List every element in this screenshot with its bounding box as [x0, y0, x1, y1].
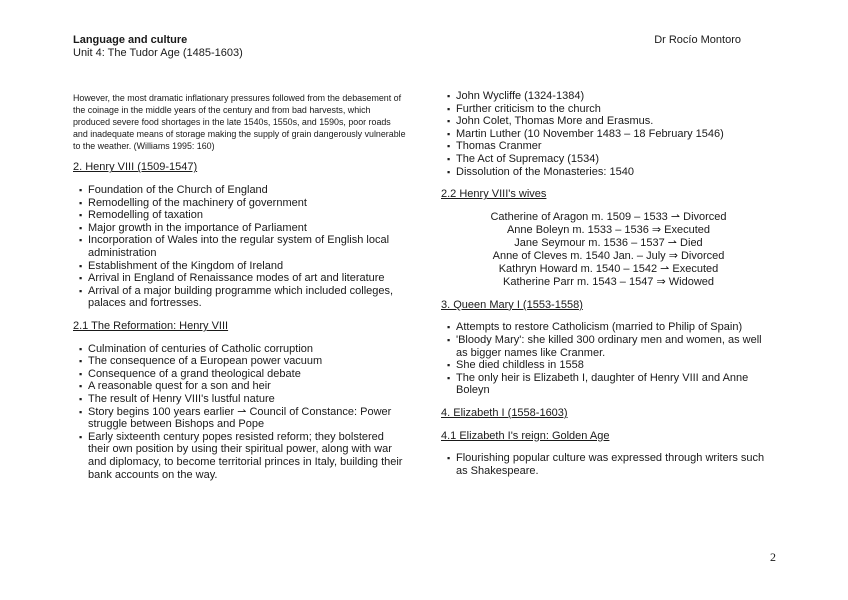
list-item: ▪ Arrival of a major building programme which included colleges, palaces and fortresses.	[73, 285, 408, 310]
list-item: ▪ The result of Henry VIII's lustful nature	[73, 393, 408, 406]
list-item: ▪ John Wycliffe (1324-1384)	[441, 90, 776, 103]
author-name: Dr Rocío Montoro	[654, 34, 741, 46]
wife-line: Catherine of Aragon m. 1509 – 1533 ⇀ Divorced	[490, 210, 727, 223]
list-item: ▪ Culmination of centuries of Catholic corruption	[73, 343, 408, 356]
reformation-continued-list	[441, 90, 776, 178]
reformation-heading: 2.1 The Reformation: Henry VIII	[73, 320, 229, 332]
list-item: ▪ John Colet, Thomas More and Erasmus.	[441, 115, 776, 128]
williams-quote: However, the most dramatic inflationary pressures followed from the debasement of the coinage in the middle years of the century and from bad harvests, which produced severe food shortages in the late 1540s, 1550s, and 1590s, poor roads and inadequate means of storage making the supply of grain dangerously vulnerable to the weather. (Williams 1995: 160)	[73, 93, 406, 152]
list-item: ▪ The Act of Supremacy (1534)	[441, 153, 776, 166]
wife-line: Anne of Cleves m. 1540 Jan. – July ⇒ Divorced	[492, 249, 725, 262]
wives-heading: 2.2 Henry VIII's wives	[441, 188, 547, 201]
list-item: ▪ Dissolution of the Monasteries: 1540	[441, 166, 776, 179]
henry-viii-list	[73, 184, 408, 310]
list-item: ▪ Story begins 100 years earlier ⇀ Council of Constance: Power struggle between Bishops and Pope	[73, 406, 408, 431]
wife-line: Jane Seymour m. 1536 – 1537 ⇀ Died	[514, 236, 703, 249]
page-number: 2	[770, 550, 776, 564]
list-item: ▪ She died childless in 1558	[441, 359, 776, 372]
list-item: ▪ Remodelling of the machinery of government	[73, 197, 408, 210]
list-item: ▪ Incorporation of Wales into the regular system of English local administration	[73, 234, 408, 259]
reformation-list	[73, 343, 408, 482]
queen-mary-heading: 3. Queen Mary I (1553-1558)	[441, 298, 583, 311]
list-item: ▪ Foundation of the Church of England	[73, 184, 408, 197]
henry-viii-heading: 2. Henry VIII (1509-1547)	[73, 161, 198, 174]
queen-mary-list	[441, 321, 776, 397]
golden-age-heading: 4.1 Elizabeth I's reign: Golden Age	[441, 429, 610, 442]
wife-line: Anne Boleyn m. 1533 – 1536 ⇒ Executed	[506, 223, 711, 236]
list-item: ▪ Thomas Cranmer	[441, 140, 776, 153]
golden-age-list	[441, 452, 776, 477]
list-item: ▪ Major growth in the importance of Parliament	[73, 222, 408, 235]
list-item: ▪ Establishment of the Kingdom of Ireland	[73, 260, 408, 273]
list-item: ▪ Flourishing popular culture was expressed through writers such as Shakespeare.	[441, 452, 776, 477]
wife-line: Kathryn Howard m. 1540 – 1542 ⇀ Executed	[498, 262, 719, 275]
list-item: ▪ Further criticism to the church	[441, 103, 776, 116]
list-item: ▪ Early sixteenth century popes resisted reform; they bolstered their own position by using their spiritual power, along with war and diplomacy, to become territorial princes in Italy, building their bank accounts on the way.	[73, 431, 408, 481]
document-title: Language and culture	[73, 34, 188, 46]
list-item: ▪ A reasonable quest for a son and heir	[73, 380, 408, 393]
list-item: ▪ Arrival in England of Renaissance modes of art and literature	[73, 272, 408, 285]
wives-list	[441, 211, 776, 289]
list-item: ▪ 'Bloody Mary': she killed 300 ordinary men and women, as well as bigger names like Cranmer.	[441, 334, 776, 359]
list-item: ▪ The only heir is Elizabeth I, daughter of Henry VIII and Anne Boleyn	[441, 372, 776, 397]
wife-line: Katherine Parr m. 1543 – 1547 ⇒ Widowed	[503, 275, 714, 288]
left-column	[73, 92, 408, 491]
list-item: ▪ Consequence of a grand theological debate	[73, 368, 408, 381]
page-header	[73, 34, 243, 60]
right-column	[441, 90, 776, 487]
elizabeth-heading: 4. Elizabeth I (1558-1603)	[441, 406, 568, 419]
list-item: ▪ Remodelling of taxation	[73, 209, 408, 222]
list-item: ▪ Attempts to restore Catholicism (married to Philip of Spain)	[441, 321, 776, 334]
list-item: ▪ The consequence of a European power vacuum	[73, 355, 408, 368]
document-subtitle: Unit 4: The Tudor Age (1485-1603)	[73, 47, 243, 59]
list-item: ▪ Martin Luther (10 November 1483 – 18 February 1546)	[441, 128, 776, 141]
